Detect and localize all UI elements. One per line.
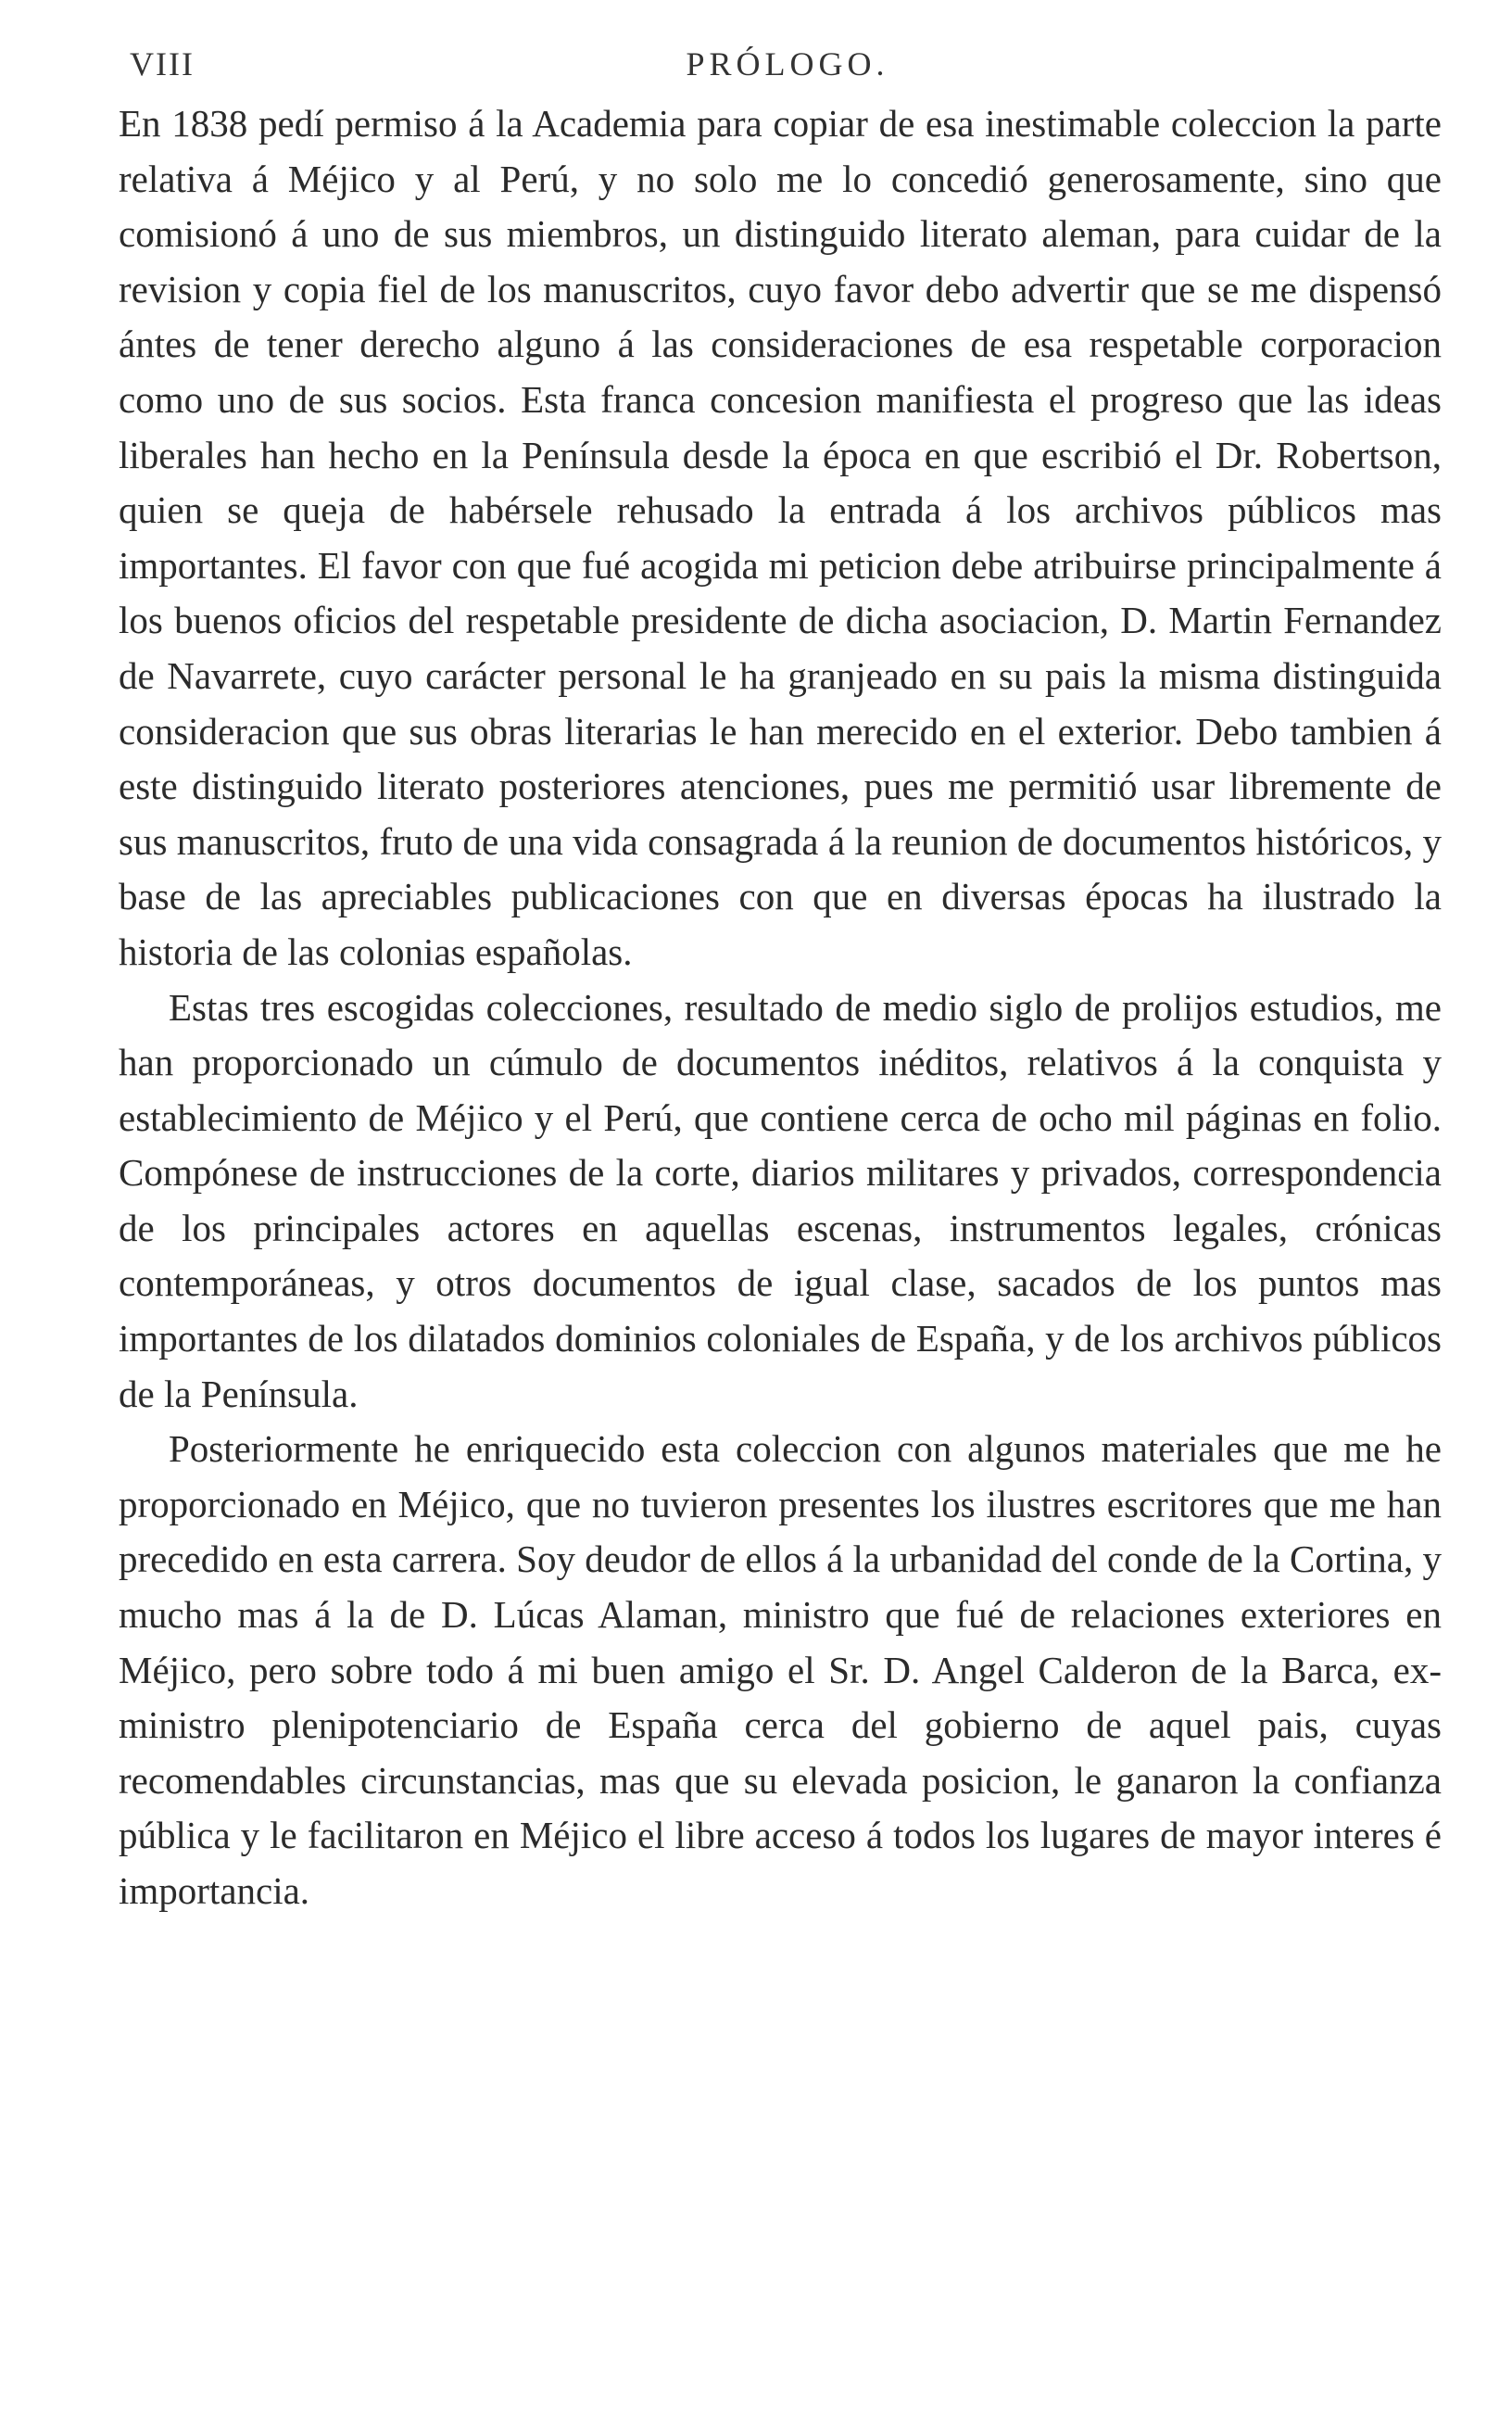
body-text [119, 96, 1442, 1919]
paragraph-3: Posteriormente he enriquecido esta coleccion con algunos materiales que me he proporcionado en Méjico, que no tuvieron presentes los ilustres escritores que me han precedido en esta carrera. Soy deudor de ellos á la urbanidad del conde de la Cortina, y mucho mas á la de D. Lúcas Alaman, ministro que fué de relaciones exteriores en Méjico, pero sobre todo á mi buen amigo el Sr. D. Angel Calderon de la Barca, ex-ministro plenipotenciario de España cerca del gobierno de aquel pais, cuyas recomendables circunstancias, mas que su elevada posicion, le ganaron la confianza pública y le facilitaron en Méjico el libre acceso á todos los lugares de mayor interes é importancia. [119, 1427, 1442, 1912]
paragraph-2: Estas tres escogidas colecciones, resultado de medio siglo de prolijos estudios, me han proporcionado un cúmulo de documentos inéditos, relativos á la conquista y establecimiento de Méjico y el Perú, que contiene cerca de ocho mil páginas en folio. Compónese de instrucciones de la corte, diarios militares y privados, correspondencia de los principales actores en aquellas escenas, instrumentos legales, crónicas contemporáneas, y otros documentos de igual clase, sacados de los puntos mas importantes de los dilatados dominios coloniales de España, y de los archivos públicos de la Península. [119, 985, 1442, 1415]
page-number: VIII [130, 45, 195, 82]
paragraph-1: En 1838 pedí permiso á la Academia para copiar de esa inestimable coleccion la parte relativa á Méjico y al Perú, y no solo me lo concedió generosamente, sino que comisionó á uno de sus miembros, un distinguido literato aleman, para cuidar de la revision y copia fiel de los manuscritos, cuyo favor debo advertir que se me dispensó ántes de tener derecho alguno á las consideraciones de esa respetable corporacion como uno de sus socios. Esta franca concesion manifiesta el progreso que las ideas liberales han hecho en la Península desde la época en que escribió el Dr. Robertson, quien se queja de habérsele rehusado la entrada á los archivos públicos mas importantes. El favor con que fué acogida mi peticion debe atribuirse principalmente á los buenos oficios del respetable presidente de dicha asociacion, D. Martin Fernandez de Navarrete, cuyo carácter personal le ha granjeado en su pais la misma distinguida consideracion que sus obras literarias le han merecido en el exterior. Debo tambien á este distinguido literato posteriores atenciones, pues me permitió usar libremente de sus manuscritos, fruto de una vida consagrada á la reunion de documentos históricos, y base de las apreciables publicaciones con que en diversas épocas ha ilustrado la historia de las colonias españolas. [119, 102, 1442, 973]
running-title: PRÓLOGO. [686, 45, 889, 82]
page-header [130, 41, 1445, 87]
